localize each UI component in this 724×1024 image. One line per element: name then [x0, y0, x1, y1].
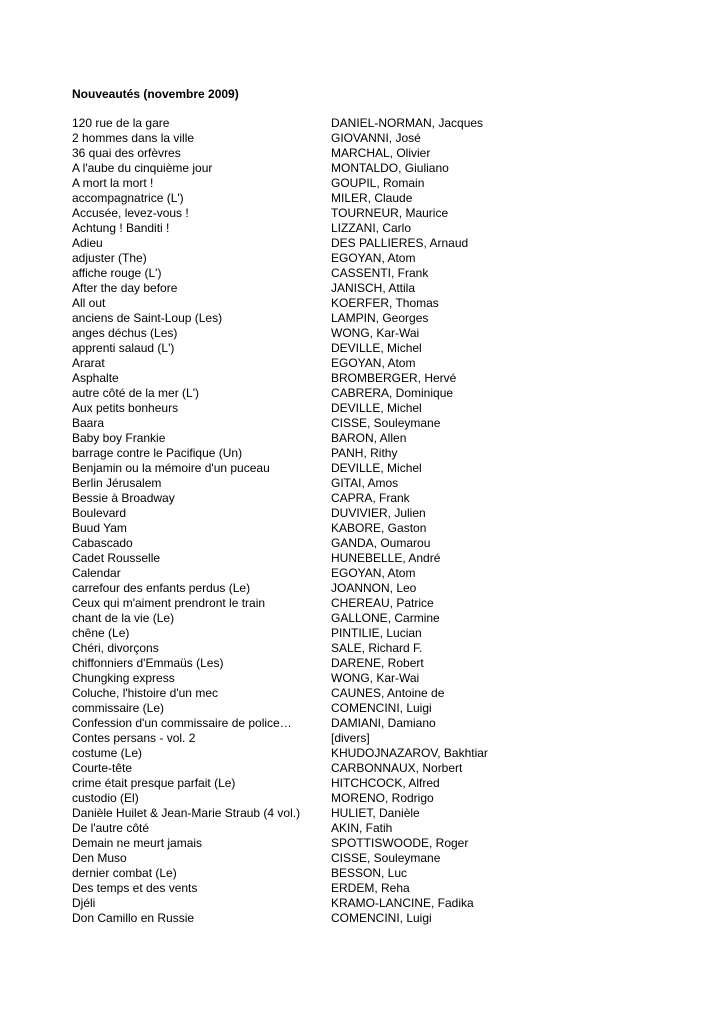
film-director: KRAMO-LANCINE, Fadika [331, 896, 474, 910]
film-title: Des temps et des vents [72, 881, 198, 895]
film-title: custodio (El) [72, 791, 139, 805]
film-director: MONTALDO, Giuliano [331, 161, 449, 175]
film-title: A mort la mort ! [72, 176, 154, 190]
film-title: chant de la vie (Le) [72, 611, 175, 625]
list-item [72, 371, 512, 386]
list-item [72, 176, 512, 191]
film-title: adjuster (The) [72, 251, 147, 265]
film-director: JOANNON, Leo [331, 581, 417, 595]
film-director: CARBONNAUX, Norbert [331, 761, 463, 775]
list-item [72, 821, 512, 836]
film-title: Achtung ! Banditi ! [72, 221, 170, 235]
film-director: GALLONE, Carmine [331, 611, 440, 625]
film-director: KABORE, Gaston [331, 521, 427, 535]
list-item [72, 206, 512, 221]
film-title: dernier combat (Le) [72, 866, 177, 880]
film-director: BROMBERGER, Hervé [331, 371, 457, 385]
list-item [72, 581, 512, 596]
film-director: CAUNES, Antoine de [331, 686, 445, 700]
film-director: CASSENTI, Frank [331, 266, 429, 280]
list-item [72, 431, 512, 446]
list-item [72, 551, 512, 566]
film-director: LAMPIN, Georges [331, 311, 429, 325]
list-item [72, 641, 512, 656]
film-title: autre côté de la mer (L') [72, 386, 200, 400]
film-director: CISSE, Souleymane [331, 416, 441, 430]
film-title: Baara [72, 416, 105, 430]
film-director: DUVIVIER, Julien [331, 506, 426, 520]
film-director: HULIET, Danièle [331, 806, 420, 820]
list-item [72, 866, 512, 881]
list-item [72, 161, 512, 176]
list-item [72, 596, 512, 611]
film-title: Calendar [72, 566, 121, 580]
page-title: Nouveautés (novembre 2009) [72, 87, 239, 101]
film-director: SPOTTISWOODE, Roger [331, 836, 469, 850]
list-item [72, 536, 512, 551]
film-director: DAMIANI, Damiano [331, 716, 436, 730]
film-title: Ceux qui m'aiment prendront le train [72, 596, 266, 610]
film-title: 2 hommes dans la ville [72, 131, 195, 145]
film-title: Asphalte [72, 371, 119, 385]
film-title: Benjamin ou la mémoire d'un puceau [72, 461, 270, 475]
list-item [72, 521, 512, 536]
film-director: WONG, Kar-Wai [331, 326, 420, 340]
list-item [72, 506, 512, 521]
list-item [72, 851, 512, 866]
list-item [72, 566, 512, 581]
film-director: TOURNEUR, Maurice [331, 206, 449, 220]
list-item [72, 476, 512, 491]
film-title: Boulevard [72, 506, 127, 520]
list-item [72, 416, 512, 431]
film-title: Berlin Jérusalem [72, 476, 162, 490]
film-title: accompagnatrice (L') [72, 191, 184, 205]
film-director: DEVILLE, Michel [331, 461, 422, 475]
film-title: chêne (Le) [72, 626, 130, 640]
list-item [72, 146, 512, 161]
film-director: GANDA, Oumarou [331, 536, 431, 550]
film-director: MARCHAL, Olivier [331, 146, 431, 160]
list-item [72, 836, 512, 851]
film-director: KOERFER, Thomas [331, 296, 439, 310]
list-item [72, 731, 512, 746]
film-director: DARENE, Robert [331, 656, 424, 670]
list-item [72, 686, 512, 701]
film-title: All out [72, 296, 106, 310]
film-title: anges déchus (Les) [72, 326, 178, 340]
film-director: BARON, Allen [331, 431, 407, 445]
list-item [72, 341, 512, 356]
film-director: GIOVANNI, José [331, 131, 421, 145]
film-title: Djéli [72, 896, 96, 910]
film-title: 120 rue de la gare [72, 116, 170, 130]
film-director: EGOYAN, Atom [331, 251, 416, 265]
film-director: [divers] [331, 731, 370, 745]
film-director: PINTILIE, Lucian [331, 626, 422, 640]
film-director: WONG, Kar-Wai [331, 671, 420, 685]
film-title: After the day before [72, 281, 178, 295]
film-title: Buud Yam [72, 521, 127, 535]
film-title: Adieu [72, 236, 103, 250]
film-director: GITAI, Amos [331, 476, 399, 490]
film-title: Accusée, levez-vous ! [72, 206, 189, 220]
list-item [72, 326, 512, 341]
list-item [72, 716, 512, 731]
film-director: COMENCINI, Luigi [331, 911, 432, 925]
film-title: commissaire (Le) [72, 701, 165, 715]
list-item [72, 611, 512, 626]
list-item [72, 656, 512, 671]
film-title: chiffonniers d'Emmaüs (Les) [72, 656, 224, 670]
film-director: DANIEL-NORMAN, Jacques [331, 116, 484, 130]
film-director: CAPRA, Frank [331, 491, 410, 505]
film-list [72, 116, 512, 926]
list-item [72, 191, 512, 206]
film-title: Cadet Rousselle [72, 551, 161, 565]
film-title: anciens de Saint-Loup (Les) [72, 311, 223, 325]
film-director: KHUDOJNAZAROV, Bakhtiar [331, 746, 488, 760]
film-director: GOUPIL, Romain [331, 176, 425, 190]
film-title: Coluche, l'histoire d'un mec [72, 686, 218, 700]
film-title: 36 quai des orfèvres [72, 146, 181, 160]
list-item [72, 386, 512, 401]
film-title: carrefour des enfants perdus (Le) [72, 581, 251, 595]
film-title: Ararat [72, 356, 105, 370]
film-director: EGOYAN, Atom [331, 566, 416, 580]
film-title: Confession d'un commissaire de police… [72, 716, 292, 730]
list-item [72, 251, 512, 266]
list-item [72, 236, 512, 251]
film-title: Danièle Huilet & Jean-Marie Straub (4 vol.) [72, 806, 301, 820]
film-director: MILER, Claude [331, 191, 413, 205]
list-item [72, 746, 512, 761]
list-item [72, 626, 512, 641]
film-director: DEVILLE, Michel [331, 401, 422, 415]
film-title: affiche rouge (L') [72, 266, 162, 280]
film-title: A l'aube du cinquième jour [72, 161, 213, 175]
list-item [72, 116, 512, 131]
film-director: AKIN, Fatih [331, 821, 393, 835]
list-item [72, 911, 512, 926]
list-item [72, 491, 512, 506]
film-director: SALE, Richard F. [331, 641, 423, 655]
film-director: JANISCH, Attila [331, 281, 416, 295]
film-title: Chéri, divorçons [72, 641, 159, 655]
film-director: HITCHCOCK, Alfred [331, 776, 440, 790]
list-item [72, 461, 512, 476]
list-item [72, 761, 512, 776]
film-director: COMENCINI, Luigi [331, 701, 432, 715]
film-director: CHEREAU, Patrice [331, 596, 434, 610]
film-title: Don Camillo en Russie [72, 911, 195, 925]
film-title: Den Muso [72, 851, 127, 865]
list-item [72, 791, 512, 806]
film-director: CISSE, Souleymane [331, 851, 441, 865]
film-title: Contes persans - vol. 2 [72, 731, 196, 745]
list-item [72, 296, 512, 311]
list-item [72, 806, 512, 821]
film-title: De l'autre côté [72, 821, 149, 835]
film-title: costume (Le) [72, 746, 143, 760]
list-item [72, 896, 512, 911]
film-director: DES PALLIERES, Arnaud [331, 236, 469, 250]
film-director: PANH, Rithy [331, 446, 398, 460]
list-item [72, 131, 512, 146]
film-director: MORENO, Rodrigo [331, 791, 434, 805]
film-title: Baby boy Frankie [72, 431, 166, 445]
film-director: CABRERA, Dominique [331, 386, 454, 400]
list-item [72, 311, 512, 326]
list-item [72, 701, 512, 716]
list-item [72, 221, 512, 236]
list-item [72, 671, 512, 686]
film-director: HUNEBELLE, André [331, 551, 441, 565]
film-director: DEVILLE, Michel [331, 341, 422, 355]
list-item [72, 446, 512, 461]
list-item [72, 266, 512, 281]
film-title: Aux petits bonheurs [72, 401, 179, 415]
list-item [72, 401, 512, 416]
film-director: ERDEM, Reha [331, 881, 410, 895]
list-item [72, 881, 512, 896]
list-item [72, 281, 512, 296]
film-title: Cabascado [72, 536, 133, 550]
film-title: barrage contre le Pacifique (Un) [72, 446, 243, 460]
list-item [72, 776, 512, 791]
film-title: Bessie à Broadway [72, 491, 175, 505]
film-director: EGOYAN, Atom [331, 356, 416, 370]
film-title: Chungking express [72, 671, 175, 685]
film-title: crime était presque parfait (Le) [72, 776, 236, 790]
list-item [72, 356, 512, 371]
film-title: apprenti salaud (L') [72, 341, 175, 355]
film-director: LIZZANI, Carlo [331, 221, 412, 235]
film-title: Demain ne meurt jamais [72, 836, 203, 850]
film-title: Courte-tête [72, 761, 133, 775]
film-director: BESSON, Luc [331, 866, 408, 880]
